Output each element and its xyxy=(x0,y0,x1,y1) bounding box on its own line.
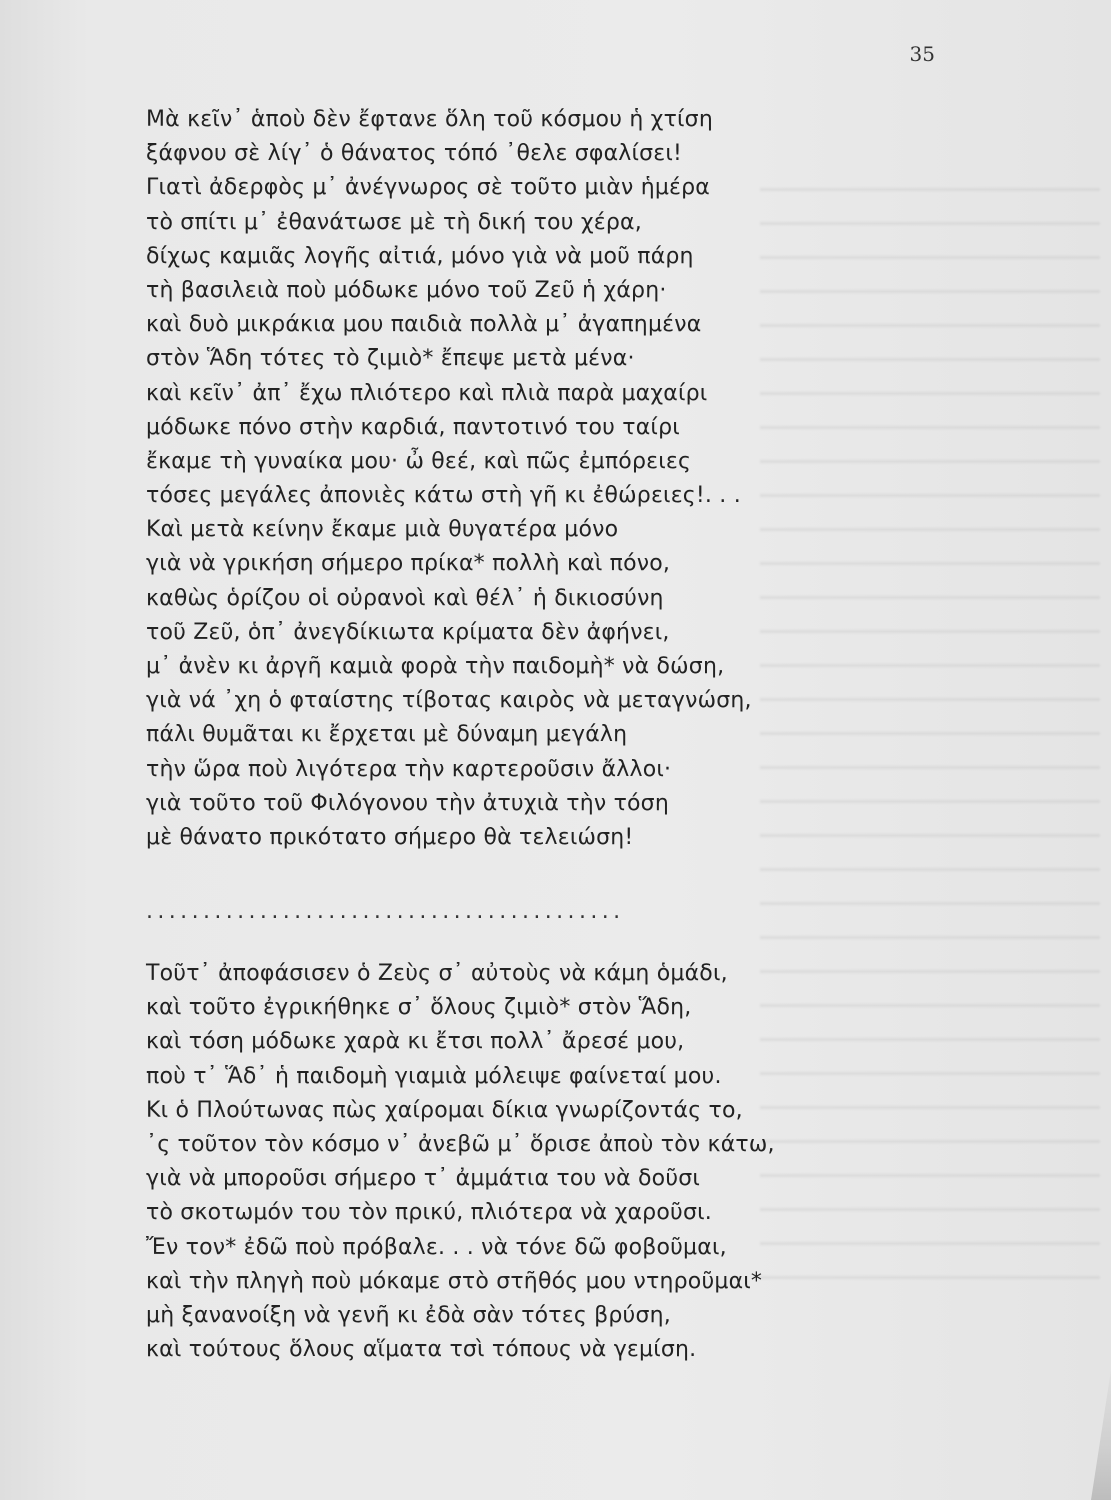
verse-line: τὸ σκοτωμόν του τὸν πρικύ, πλιότερα νὰ χαροῦσι. xyxy=(146,1200,712,1226)
page-number: 35 xyxy=(909,42,935,66)
verse-line: Γιατὶ ἀδερφὸς μ᾽ ἀνέγνωρος σὲ τοῦτο μιὰν ἡμέρα xyxy=(146,175,711,201)
verse-line: ποὺ τ᾽ Ἅδ᾽ ἡ παιδομὴ γιαμιὰ μόλειψε φαίνεταί μου. xyxy=(146,1063,722,1089)
verse-line: καὶ τοῦτο ἐγρικήθηκε σ᾽ ὅλους ζιμιὸ* στὸν Ἅδη, xyxy=(146,995,692,1021)
verse-line: στὸν Ἅδη τότες τὸ ζιμιὸ* ἔπεψε μετὰ μένα· xyxy=(146,346,635,372)
verse-line: δίχως καμιᾶς λογῆς αἰτιά, μόνο γιὰ νὰ μοῦ πάρη xyxy=(146,243,694,269)
verse-line: Ἔν τον* ἐδῶ ποὺ πρόβαλε. . . νὰ τόνε δῶ φοβοῦμαι, xyxy=(146,1234,727,1260)
verse-line: καὶ τόση μόδωκε χαρὰ κι ἔτσι πολλ᾽ ἄρεσέ μου, xyxy=(146,1029,685,1055)
verse-line: Κι ὁ Πλούτωνας πὼς χαίρομαι δίκια γνωρίζοντάς το, xyxy=(146,1097,743,1123)
verse-line: καὶ κεῖν᾽ ἀπ᾽ ἔχω πλιότερο καὶ πλιὰ παρὰ μαχαίρι xyxy=(146,380,708,406)
verse-line: γιὰ νὰ μποροῦσι σήμερο τ᾽ ἀμμάτια του νὰ δοῦσι xyxy=(146,1166,701,1192)
poem-stanza-1 xyxy=(146,103,752,855)
verse-line: καὶ τὴν πληγὴ ποὺ μόκαμε στὸ στῆθός μου ντηροῦμαι* xyxy=(146,1268,763,1294)
verse-line: πάλι θυμᾶται κι ἔρχεται μὲ δύναμη μεγάλη xyxy=(146,722,628,748)
verse-line: Τοῦτ᾽ ἀποφάσισεν ὁ Ζεὺς σ᾽ αὐτοὺς νὰ κάμη ὁμάδι, xyxy=(146,961,728,986)
verse-line: ᾽ς τοῦτον τὸν κόσμο ν᾽ ἀνεβῶ μ᾽ ὅρισε ἀποὺ τὸν κάτω, xyxy=(146,1131,775,1157)
verse-line: ξάφνου σὲ λίγ᾽ ὁ θάνατος τόπό ᾽θελε σφαλίσει! xyxy=(146,141,683,167)
verse-line: τοῦ Ζεῦ, ὁπ᾽ ἀνεγδίκιωτα κρίματα δὲν ἀφήνει, xyxy=(146,619,670,645)
bleed-through-texture xyxy=(760,170,1100,1280)
verse-line: μὲ θάνατο πρικότατο σήμερο θὰ τελειώση! xyxy=(146,824,634,850)
page-curl-shadow xyxy=(1091,1370,1111,1500)
verse-line: καὶ τούτους ὅλους αἵματα τσὶ τόπους νὰ γεμίση. xyxy=(146,1337,697,1363)
poem-stanza-2 xyxy=(146,957,775,1367)
verse-line: τόσες μεγάλες ἀπονιὲς κάτω στὴ γῆ κι ἐθώρειες!. . . xyxy=(146,483,741,509)
verse-line: γιὰ νά ᾽χη ὁ φταίστης τίβοτας καιρὸς νὰ μεταγνώση, xyxy=(146,688,752,714)
verse-line: τὴν ὥρα ποὺ λιγότερα τὴν καρτεροῦσιν ἄλλοι· xyxy=(146,756,672,782)
verse-line: τὸ σπίτι μ᾽ ἐθανάτωσε μὲ τὴ δική του χέρα, xyxy=(146,209,642,235)
verse-line: ἔκαμε τὴ γυναίκα μου· ὦ θεέ, καὶ πῶς ἐμπόρειες xyxy=(146,448,692,474)
verse-line: Μὰ κεῖν᾽ ἁποὺ δὲν ἔφτανε ὅλη τοῦ κόσμου ἡ χτίση xyxy=(146,107,713,132)
verse-line: τὴ βασιλειὰ ποὺ μόδωκε μόνο τοῦ Ζεῦ ἡ χάρη· xyxy=(146,277,667,303)
verse-line: γιὰ τοῦτο τοῦ Φιλόγονου τὴν ἀτυχιὰ τὴν τόση xyxy=(146,790,669,816)
verse-line: μόδωκε πόνο στὴν καρδιά, παντοτινό του ταίρι xyxy=(146,414,680,440)
verse-line: καθὼς ὁρίζου οἱ οὐρανοὶ καὶ θέλ᾽ ἡ δικιοσύνη xyxy=(146,585,664,611)
verse-line: μὴ ξανανοίξη νὰ γενῆ κι ἐδὰ σὰν τότες βρύση, xyxy=(146,1302,671,1328)
verse-line: μ᾽ ἀνὲν κι ἀργῆ καμιὰ φορὰ τὴν παιδομὴ* νὰ δώση, xyxy=(146,654,725,679)
verse-line: καὶ δυὸ μικράκια μου παιδιὰ πολλὰ μ᾽ ἀγαπημένα xyxy=(146,312,702,338)
verse-line: Καὶ μετὰ κείνην ἔκαμε μιὰ θυγατέρα μόνο xyxy=(146,517,619,543)
verse-line: γιὰ νὰ γρικήση σήμερο πρίκα* πολλὴ καὶ πόνο, xyxy=(146,551,671,577)
stanza-separator: .......................................... xyxy=(146,899,625,924)
